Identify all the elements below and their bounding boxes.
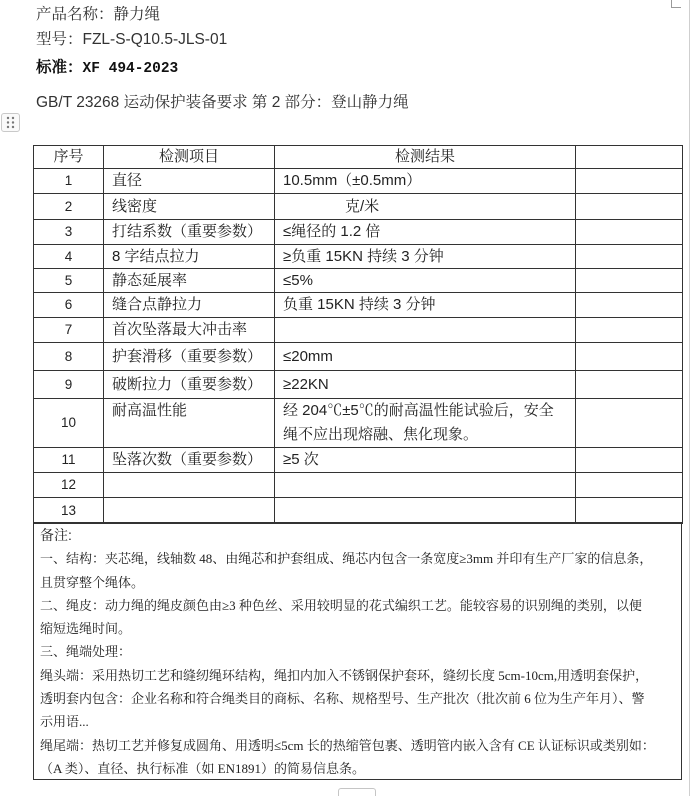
test-result-cell: ≥负重 15KN 持续 3 分钟 — [275, 245, 576, 269]
extra-cell — [576, 371, 683, 399]
page-corner-mark — [671, 0, 681, 8]
test-result-cell: 10.5mm（±0.5mm） — [275, 169, 576, 194]
extra-cell — [576, 245, 683, 269]
column-header-item: 检测项目 — [104, 146, 275, 169]
test-item-cell: 破断拉力（重要参数） — [104, 371, 275, 399]
drag-handle-dots — [2, 114, 19, 131]
extra-cell — [576, 293, 683, 318]
gb-standard-line: GB/T 23268 运动保护装备要求 第 2 部分：登山静力绳 — [36, 94, 409, 111]
extra-cell — [576, 194, 683, 220]
test-item-cell: 首次坠落最大冲击率 — [104, 318, 275, 343]
extra-cell — [576, 399, 683, 448]
table-row — [34, 245, 683, 269]
note-line: （A 类）、直径、执行标准（如 EN1891）的简易信息条。 — [40, 760, 366, 776]
extra-cell — [576, 169, 683, 194]
test-result-cell — [275, 473, 576, 498]
table-row — [34, 343, 683, 371]
table-row — [34, 293, 683, 318]
drag-handle-icon[interactable] — [1, 113, 20, 132]
test-item-cell: 打结系数（重要参数） — [104, 220, 275, 245]
test-item-cell — [104, 498, 275, 524]
test-result-cell: ≤20mm — [275, 343, 576, 371]
row-number-cell: 8 — [34, 343, 104, 371]
column-header-result: 检测结果 — [275, 146, 576, 169]
test-item-cell: 护套滑移（重要参数） — [104, 343, 275, 371]
row-number-cell: 7 — [34, 318, 104, 343]
notes-title: 备注: — [40, 527, 72, 543]
note-line: 一、结构：夹芯绳，线轴数 48、由绳芯和护套组成、绳芯内包含一条宽度≥3mm 并印有生产厂家的信息条， — [40, 551, 653, 567]
test-item-cell: 耐高温性能 — [104, 399, 275, 448]
test-result-cell — [275, 318, 576, 343]
model-number: 型号：FZL-S-Q10.5-JLS-01 — [36, 31, 228, 48]
test-result-cell — [275, 498, 576, 524]
table-row — [34, 269, 683, 293]
test-result-cell: ≥22KN — [275, 371, 576, 399]
extra-cell — [576, 318, 683, 343]
note-line: 绳头端：采用热切工艺和缝纫绳环结构，绳扣内加入不锈钢保护套环，缝纫长度 5cm-10cm,用透明套保护， — [40, 667, 649, 683]
extra-cell — [576, 473, 683, 498]
test-item-cell — [104, 473, 275, 498]
page-right-edge — [689, 0, 690, 796]
column-header-extra — [576, 146, 683, 169]
test-result-cell: ≥5 次 — [275, 448, 576, 473]
test-result-cell: ≤绳径的 1.2 倍 — [275, 220, 576, 245]
row-number-cell: 4 — [34, 245, 104, 269]
test-item-cell: 直径 — [104, 169, 275, 194]
test-result-cell: 负重 15KN 持续 3 分钟 — [275, 293, 576, 318]
test-result-cell — [275, 399, 576, 448]
note-line: 且贯穿整个绳体。 — [40, 574, 145, 590]
table-row — [34, 473, 683, 498]
table-row — [34, 448, 683, 473]
standard-value: XF 494-2023 — [82, 61, 179, 77]
extra-cell — [576, 269, 683, 293]
note-line: 示用语... — [40, 714, 89, 730]
table-row — [34, 371, 683, 399]
row-number-cell: 10 — [34, 399, 104, 448]
row-number-cell: 11 — [34, 448, 104, 473]
test-result-cell: 克/米 — [275, 194, 576, 220]
product-name: 产品名称：静力绳 — [36, 6, 161, 23]
test-result-line: 经 204℃±5℃的耐高温性能试验后，安全 — [283, 402, 554, 419]
note-line: 绳尾端：热切工艺并修复成圆角、用透明≤5cm 长的热缩管包裹、透明管内嵌入含有 CE 认证标识或类别如： — [40, 737, 655, 753]
table-row — [34, 399, 683, 448]
page-break-tab[interactable] — [338, 788, 376, 796]
test-result-cell: ≤5% — [275, 269, 576, 293]
notes-box — [33, 522, 682, 780]
table-row — [34, 220, 683, 245]
test-item-cell: 坠落次数（重要参数） — [104, 448, 275, 473]
note-line: 二、绳皮：动力绳的绳皮颜色由≥3 种色丝、采用较明显的花式编织工艺。能较容易的识别绳的类别，以便 — [40, 597, 642, 613]
standard-line — [36, 58, 178, 79]
test-item-cell: 8 字结点拉力 — [104, 245, 275, 269]
extra-cell — [576, 498, 683, 524]
standard-label: 标准： — [36, 59, 83, 76]
note-line: 缩短选绳时间。 — [40, 621, 132, 637]
row-number-cell: 12 — [34, 473, 104, 498]
table-row — [34, 194, 683, 220]
extra-cell — [576, 343, 683, 371]
column-header-no: 序号 — [34, 146, 104, 169]
table-row — [34, 318, 683, 343]
table-header-row — [34, 146, 683, 169]
table-row — [34, 169, 683, 194]
test-item-cell: 静态延展率 — [104, 269, 275, 293]
test-spec-table — [33, 145, 683, 524]
note-line: 三、绳端处理： — [40, 644, 132, 660]
row-number-cell: 2 — [34, 194, 104, 220]
row-number-cell: 6 — [34, 293, 104, 318]
test-item-cell: 线密度 — [104, 194, 275, 220]
note-line: 透明套内包含：企业名称和符合绳类目的商标、名称、规格型号、生产批次（批次前 6 位为生产年月）、警 — [40, 691, 645, 707]
row-number-cell: 9 — [34, 371, 104, 399]
table-row — [34, 498, 683, 524]
extra-cell — [576, 220, 683, 245]
row-number-cell: 1 — [34, 169, 104, 194]
test-item-cell: 缝合点静拉力 — [104, 293, 275, 318]
row-number-cell: 3 — [34, 220, 104, 245]
test-result-line: 绳不应出现熔融、焦化现象。 — [283, 426, 479, 443]
row-number-cell: 5 — [34, 269, 104, 293]
extra-cell — [576, 448, 683, 473]
row-number-cell: 13 — [34, 498, 104, 524]
